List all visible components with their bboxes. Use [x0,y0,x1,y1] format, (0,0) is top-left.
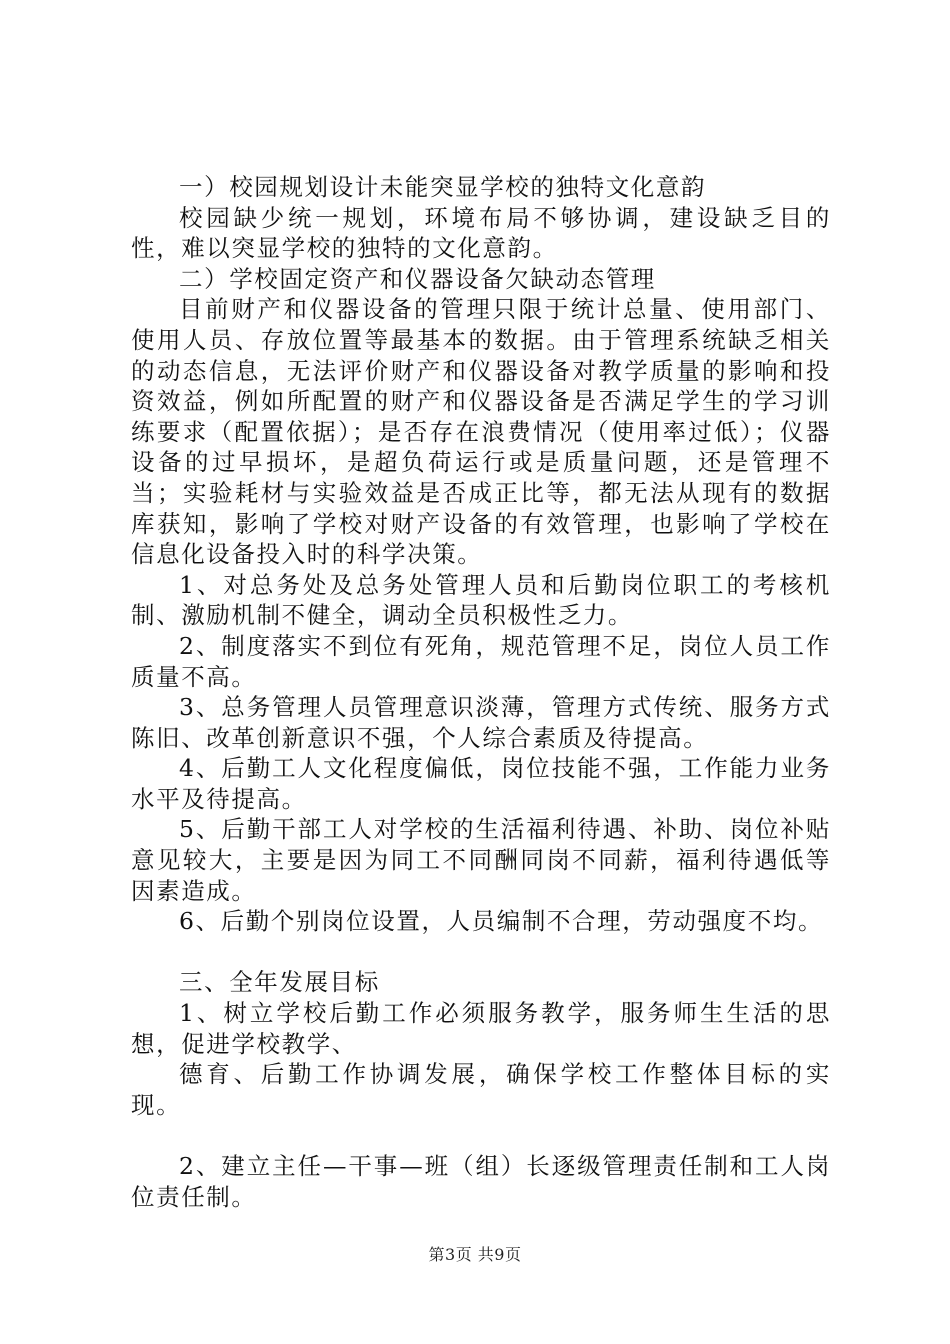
paragraph: 德育、后勤工作协调发展，确保学校工作整体目标的实现。 [131,1060,831,1119]
list-item: 1、树立学校后勤工作必须服务教学，服务师生生活的思想，促进学校教学、 [131,999,831,1058]
section-heading-1: 一）校园规划设计未能突显学校的独特文化意韵 [179,173,707,201]
list-item: 5、后勤干部工人对学校的生活福利待遇、补助、岗位补贴意见较大，主要是因为同工不同酬同岗不同薪，福利待遇低等因素造成。 [131,815,831,905]
paragraph: 校园缺少统一规划，环境布局不够协调，建设缺乏目的性，难以突显学校的独特的文化意韵。 [131,203,831,263]
blank-line [131,1120,831,1151]
section-heading-2: 二）学校固定资产和仪器设备欠缺动态管理 [179,264,656,293]
list-item: 3、总务管理人员管理意识淡薄，管理方式传统、服务方式陈旧、改革创新意识不强，个人综合素质及待提高。 [131,693,831,752]
section-heading-3: 三、全年发展目标 [179,968,380,997]
page-footer: 第3页 共9页 [428,1245,522,1264]
list-item: 1、对总务处及总务处管理人员和后勤岗位职工的考核机制、激励机制不健全，调动全员积极性乏力。 [131,570,831,630]
list-item: 6、后勤个别岗位设置，人员编制不合理，劳动强度不均。 [179,907,824,936]
list-item: 2、制度落实不到位有死角，规范管理不足，岗位人员工作质量不高。 [131,631,831,691]
list-item: 4、后勤工人文化程度偏低，岗位技能不强，工作能力业务水平及待提高。 [131,754,831,813]
document-body [131,172,831,1212]
blank-line [131,937,831,968]
list-item: 2、建立主任—干事—班（组）长逐级管理责任制和工人岗位责任制。 [131,1152,831,1211]
paragraph: 目前财产和仪器设备的管理只限于统计总量、使用部门、使用人员、存放位置等最基本的数据。由于管理系统缺乏相关的动态信息，无法评价财产和仪器设备对教学质量的影响和投资效益，例如所配置的财产和仪器设备是否满足学生的学习训练要求（配置依据）；是否存在浪费情况（使用率过低）；仪器设备的过早损坏，是超负荷运行或是质量问题，还是管理不当；实验耗材与实验效益是否成正比等，都无法从现有的数据库获知，影响了学校对财产设备的有效管理，也影响了学校在信息化设备投入时的科学决策。 [131,295,831,569]
